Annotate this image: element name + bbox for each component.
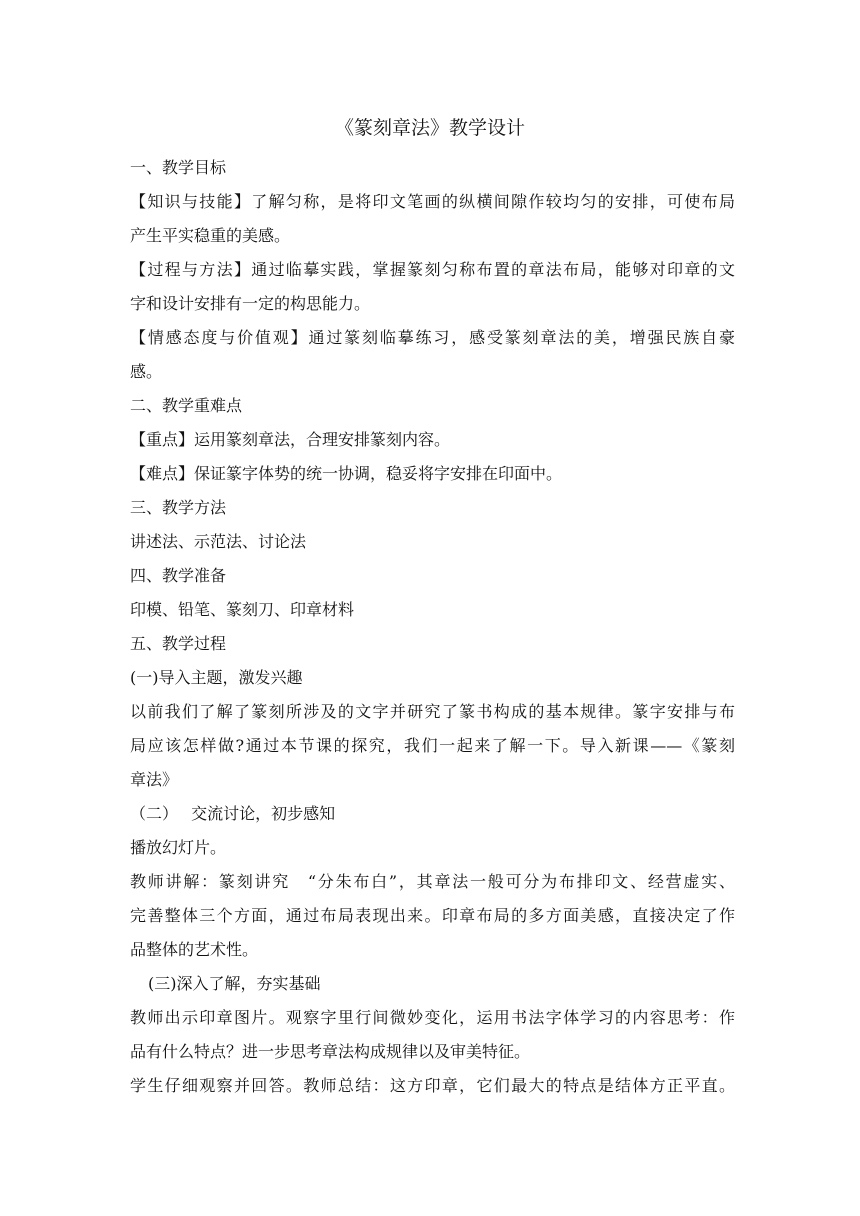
paragraph-line: 完善整体三个方面，通过布局表现出来。印章布局的多方面美感，直接决定了作: [130, 906, 735, 925]
paragraph-line: 【难点】保证篆字体势的统一协调，稳妥将字安排在印面中。: [130, 464, 563, 483]
paragraph-line: 【过程与方法】通过临摹实践，掌握篆刻匀称布置的章法布局，能够对印章的文: [130, 260, 735, 279]
paragraph-line: 感。: [130, 362, 163, 381]
paragraph-line: 【重点】运用篆刻章法，合理安排篆刻内容。: [130, 430, 451, 449]
paragraph-line: 播放幻灯片。: [130, 838, 227, 857]
paragraph-line: 产生平实稳重的美感。: [130, 226, 291, 245]
paragraph-line: 学生仔细观察并回答。教师总结：这方印章，它们最大的特点是结体方正平直。: [130, 1076, 735, 1095]
section-heading-key-points: 二、教学重难点: [130, 396, 243, 415]
section-heading-objectives: 一、教学目标: [130, 158, 227, 177]
paragraph-line: 教师讲解：篆刻讲究 “分朱布白”，其章法一般可分为布排印文、经营虚实、: [130, 872, 735, 891]
subsection-heading: （二） 交流讨论，初步感知: [130, 804, 336, 823]
paragraph-line: 局应该怎样做?通过本节课的探究，我们一起来了解一下。导入新课——《篆刻: [130, 736, 735, 755]
section-heading-preparation: 四、教学准备: [130, 566, 227, 585]
paragraph-line: 品整体的艺术性。: [130, 940, 259, 959]
paragraph-line: 章法》: [130, 770, 179, 789]
document-title: 《篆刻章法》教学设计: [334, 117, 525, 139]
paragraph-line: 以前我们了解了篆刻所涉及的文字并研究了篆书构成的基本规律。篆字安排与布: [130, 702, 735, 721]
paragraph-line: 【情感态度与价值观】通过篆刻临摹练习，感受篆刻章法的美，增强民族自豪: [130, 328, 735, 347]
section-heading-process: 五、教学过程: [130, 634, 227, 653]
paragraph-line: 【知识与技能】了解匀称，是将印文笔画的纵横间隙作较均匀的安排，可使布局: [130, 192, 735, 211]
subsection-heading: (一)导入主题，激发兴趣: [130, 668, 303, 687]
paragraph-line: 字和设计安排有一定的构思能力。: [130, 294, 371, 313]
paragraph-line: 品有什么特点？进一步思考章法构成规律以及审美特征。: [130, 1042, 531, 1061]
paragraph-line: 印模、铅笔、篆刻刀、印章材料: [130, 600, 355, 619]
paragraph-line: 讲述法、示范法、讨论法: [130, 532, 307, 551]
paragraph-line: 教师出示印章图片。观察字里行间微妙变化，运用书法字体学习的内容思考：作: [130, 1008, 735, 1027]
subsection-heading: (三)深入了解，夯实基础: [148, 974, 321, 993]
section-heading-methods: 三、教学方法: [130, 498, 227, 517]
